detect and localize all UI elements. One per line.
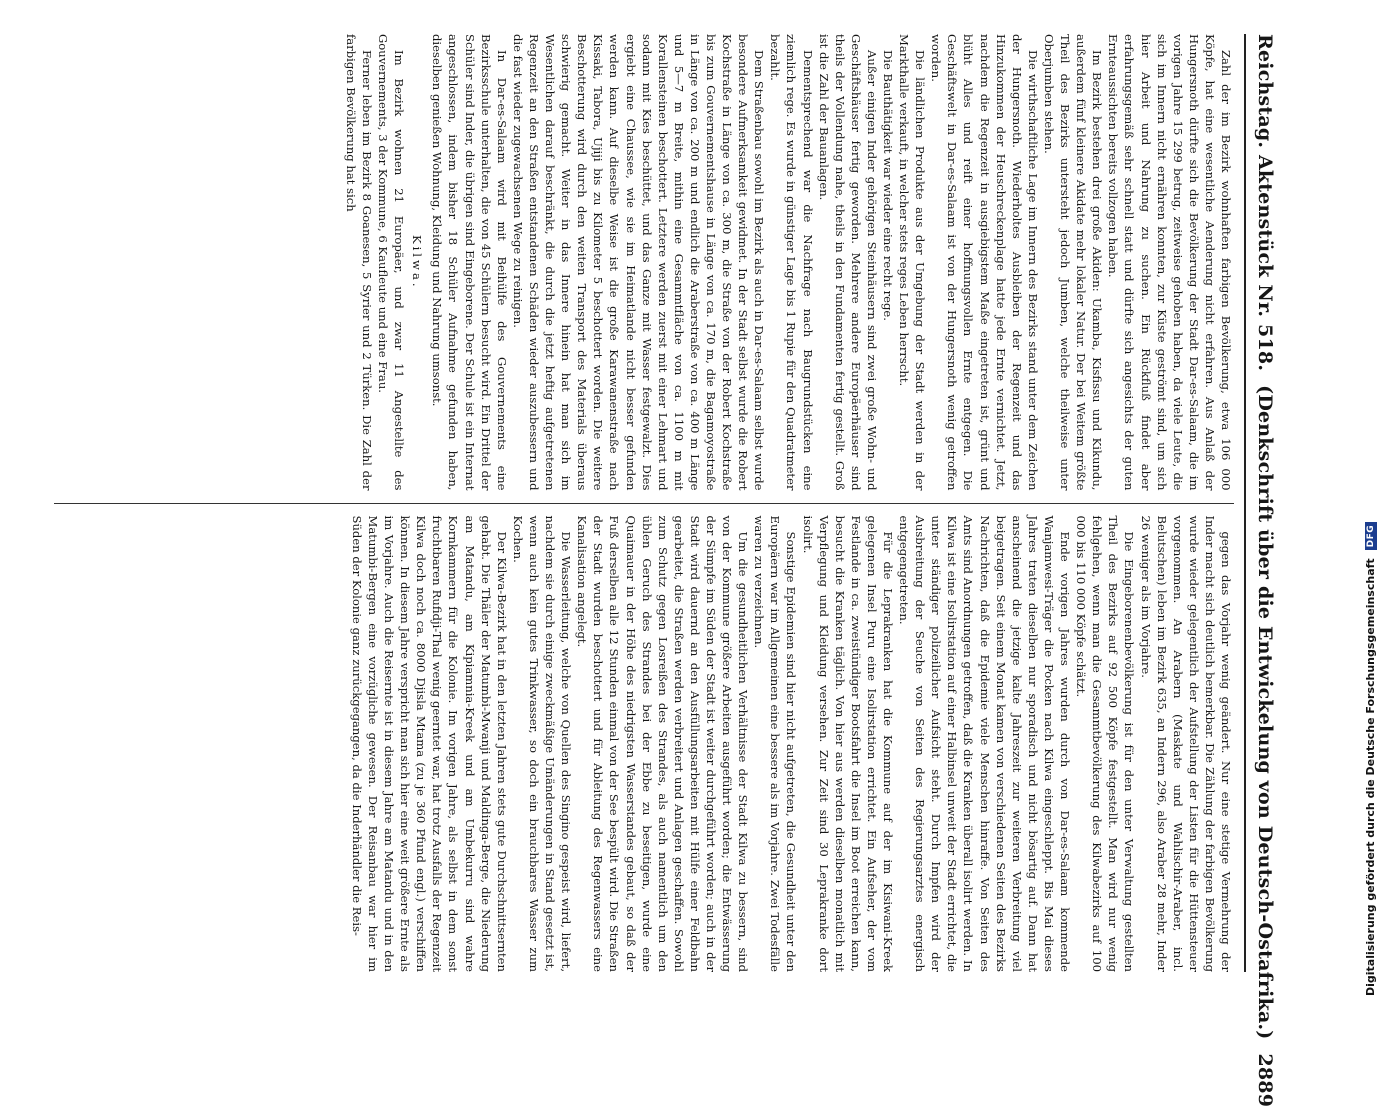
text-columns bbox=[54, 34, 1234, 972]
paragraph: Die Bauthätigkeit war wieder eine recht rege. bbox=[881, 50, 896, 321]
paragraph: Die Wasserleitung, welche von Quellen des Singino gespeist wird, liefert, nachdem sie durch einige zweckmäßige Umänderungen in Stand gesetzt ist, wenn auch kein gutes Trinkwasser, so doch ein brauchbares Wasser zum Kochen. bbox=[510, 515, 574, 972]
page-header bbox=[1244, 34, 1276, 1107]
paragraph: gegen das Vorjahr wenig geändert. Nur eine stetige Vermehrung der Inder macht sich deutlich bemerkbar. Die Zählung der farbigen Bevölkerung wurde wieder gelegentlich der Aufstellung der Listen für die Hüttensteuer vorgenommen. An Arabern (Maskate und Wahlischir-Araber, incl. Belutschen) leben im Bezirk 635, an Indern 296, also Araber 28 mehr, Inder 26 weniger als im Vorjahre. bbox=[1138, 515, 1233, 972]
header-title: (Denkschrift über die Entwickelung von Deutsch-Ostafrika.) bbox=[1254, 385, 1276, 1040]
paragraph: Außer einigen Inder gehörigen Steinhäusern sind zwei große Wohn- und Geschäftshäuser fertig geworden. Mehrere andere Europäerhäuser sind theils der Vollendung nahe, theils in den Fundamenten fertig gestellt. Groß ist die Zahl der Bauanlagen. bbox=[816, 34, 879, 491]
page-number: 2889 bbox=[1254, 1053, 1276, 1107]
paragraph: Für die Leprakranken hat die Kommune auf der im Kisiwani-Kreek gelegenen Insel Puru eine Isolirstation errichtet. Ein Aufseher, der vom Festlande in ca. zweistündiger Bootsfahrt die Insel im Boot erreichen kann, besucht die Kranken täglich. Von hier aus werden dieselben monatlich mit Verpflegung und Kleidung versehen. Zur Zeit sind 30 Leprakranke dort isolirt. bbox=[800, 515, 896, 972]
paragraph: Im Bezirk wohnen 21 Europäer, und zwar 11 Angestellte des Gouvernements, 3 der Kommune, 6 Kaufleute und eine Frau. bbox=[376, 34, 407, 491]
paragraph: Dem Straßenbau sowohl im Bezirk als auch in Dar-es-Salaam selbst wurde besondere Aufmerksamkeit gewidmet. In der Stadt selbst wurde die Robert Kochstraße in Länge von ca. 300 m, die Straße von der Robert Kochstraße bis zum Gouvernementshause in Länge von ca. 170 m, die Bagamoyostraße in Länge von ca. 200 m und endlich die Araberstraße von ca. 400 m Länge und 5—7 m Breite, mithin eine Gesammtfläche von ca. 1100 m mit Korallensteinen beschottert. Letztere werden zuerst mit einer Lehmart und sodann mit Kies beschüttet, und das Ganze mit Wasser festgewalzt. Dies ergiebt eine Chaussee, wie sie im Heimatlande nicht besser gefunden werden kann. Auf dieselbe Weise ist die große Karawanenstraße nach Kissaki, Tabora, Ujiji bis zu Kilometer 5 beschottert worden. Die weitere Beschotterung wird durch den weiten Transport des Materials überaus schwierig gemacht. Weiter in das Innere hinein hat man sich im Wesentlichen darauf beschränkt, die durch die jetzt heftig aufgetretenen Regenzeit an den Straßen entstandenen Schäden wieder auszubessern und die fast wieder zugewachsenen Wege zu reinigen. bbox=[510, 34, 767, 491]
paragraph: Zahl der im Bezirk wohnhaften farbigen Bevölkerung, etwa 106 000 Köpfe, hat eine wesentliche Aenderung nicht erfahren. Aus Anlaß der Hungersnoth dürfte sich die Bevölkerung der Stadt Dar-es-Salaam, die im vorigen Jahre 15 299 betrug, zeitweise gehoben haben, da viele Leute, die sich im Innern nicht ernähren konnten, zur Küste geströmt sind, um sich hier Arbeit und Nahrung zu suchen. Ein Rückfluß findet aber erfahrungsgemäß sehr schnell statt und dürfte sich angesichts der guten Ernteaussichten bereits vollzogen haben. bbox=[1106, 34, 1233, 491]
paragraph: Um die gesundheitlichen Verhältnisse der Stadt Kilwa zu bessern, sind von der Kommune größere Arbeiten ausgeführt worden; die Entwässerung der Sümpfe im Süden der Stadt ist weiter durchgeführt worden; auch in der Stadt wird dauernd an den Ausfüllungsarbeiten mit Hülfe einer Feldbahn gearbeitet, die Straßen werden verbreitert und Anlagen geschaffen. Sowohl zum Schutz gegen Losreißen des Strandes, als auch namentlich um den üblen Geruch des Strandes bei der Ebbe zu beseitigen, wurde eine Quaimauer in der Höhe des niedrigsten Wasserstandes gebaut, so daß der Fuß derselben alle 12 Stunden einmal von der See bespült wird. Die Straßen der Stadt wurden beschottert und für Ableitung des Regenwassers eine Kanalisation angelegt. bbox=[575, 515, 751, 972]
paragraph: Dementsprechend war die Nachfrage nach Baugrundstücken eine ziemlich rege. Es wurde in günstiger Lage bis 1 Rupie für den Quadratmeter bezahlt. bbox=[768, 34, 815, 491]
paragraph: Der Kilwa-Bezirk hat in den letzten Jahren stets gute Durchschnittsernten gehabt. Die Thäler der Matumbi-Mwanji und Maldinga-Berge, die Niederung am Matandu, am Kipiamnia-Kreek und am Umbekurru sind wahre Kornkammern für die Kolonie. Im vorigen Jahre, als selbst in dem sonst fruchtbaren Rufidji-Thal wenig geerntet war, hat trotz Ausfalls der Regenzeit Kilwa doch noch ca. 8000 Djisla Mtama (zu je 360 Pfund engl.) verschiffen können. In diesem Jahre verspricht man sich hier eine weit größere Ernte als im Vorjahre. Auch die Reisernte ist in diesem Jahre am Matandu und in den Matumbi-Bergen eine vorzügliche gewesen. Der Reisanbau war hier im Süden der Kolonie ganz zurückgegangen, da die Inderhändler die Reis- bbox=[349, 515, 509, 972]
paragraph: Sonstige Epidemien sind hier nicht aufgetreten, die Gesundheit unter den Europäern war im Allgemeinen eine bessere als im Vorjahre. Zwei Todesfälle waren zu verzeichnen. bbox=[752, 515, 799, 972]
left-column bbox=[54, 34, 1234, 503]
paragraph: Ferner leben im Bezirk 8 Goanesen, 5 Syrier und 2 Türken. Die Zahl der farbigen Bevölkerung hat sich bbox=[343, 34, 375, 491]
right-column bbox=[54, 504, 1234, 973]
section-heading: Kilwa. bbox=[410, 234, 425, 290]
paragraph: Die ländlichen Produkte aus der Umgebung der Stadt werden in der Markthalle verkauft, in welcher stets reges Leben herrscht. bbox=[897, 34, 928, 491]
paragraph: Die wirthschaftliche Lage im Innern des Bezirks stand unter dem Zeichen der Hungersnoth. Wiederholtes Ausbleiben der Regenzeit und das Hinzukommen der Heuschreckenplage hatte jede Ernte vernichtet. Jetzt, nachdem die Regenzeit in ausgiebigstem Maße eingetreten ist, grünt und blüht Alles und reift einer hoffnungsvollen Ernte entgegen. Die Geschäftswelt in Dar-es-Salaam ist von der Hungersnoth wenig getroffen worden. bbox=[929, 34, 1040, 491]
paragraph: Ende vorigen Jahres wurden durch von Dar-es-Salaam kommende Wanjamwesi-Träger die Pocken nach Kilwa eingeschleppt. Bis Mai dieses Jahres traten dieselben nur sporadisch und nicht bösartig auf. Dann hat anscheinend die jetzige kalte Jahreszeit zur weiteren Verbreitung viel beigetragen. Seit einem Monat kamen von verschiedenen Seiten des Bezirks Nachrichten, daß die Epidemie viele Menschen hinraffe. Von Seiten des Amts sind Anordnungen getroffen, daß die Kranken überall isolirt werden. In Kilwa ist eine Isolirstation auf einer Halbinsel unweit der Stadt errichtet, die unter ständiger polizeilicher Aufsicht steht. Durch Impfen wird der Ausbreitung der Seuche von Seiten des Regierungsarztes energisch entgegengetreten. bbox=[897, 515, 1073, 972]
paragraph: In Dar-es-Salaam wird mit Beihülfe des Gouvernements eine Bezirksschule unterhalten, die von 45 Schülern besucht wird. Ein Drittel der Schüler sind Inder, die übrigen sind Eingeborene. Der Schule ist ein Internat angeschlossen, indem bisher 18 Schüler Aufnahme gefunden haben, dieselben genießen Wohnung, Kleidung und Nahrung umsonst. bbox=[430, 34, 509, 491]
dfg-logo: DFG bbox=[1365, 522, 1377, 551]
digitization-note bbox=[1364, 76, 1377, 996]
paragraph: Im Bezirk bestehen drei große Akiden: Ukamba, Kisfissu und Kikundu, außerdem fünf kleinere Akidate mehr lokaler Natur. Der bei Weitem größte Theil des Bezirks untersteht jedoch Jumben, welche theilweise unter Oberjumben stehen. bbox=[1041, 34, 1105, 491]
paragraph: Die Eingeborenenbevölkerung ist für den unter Verwaltung gestellten Theil des Bezirks auf 92 500 Köpfe festgestellt. Man wird nur wenig fehlgehen, wenn man die Gesammtbevölkerung des Kilwabezirks auf 100 000 bis 110 000 Köpfe schätzt. bbox=[1074, 515, 1137, 972]
digitization-text: Digitalisierung gefördert durch die Deutsche Forschungsgemeinschaft bbox=[1364, 558, 1377, 996]
header-reference: Reichstag. Aktenstück Nr. 518. bbox=[1254, 34, 1276, 372]
